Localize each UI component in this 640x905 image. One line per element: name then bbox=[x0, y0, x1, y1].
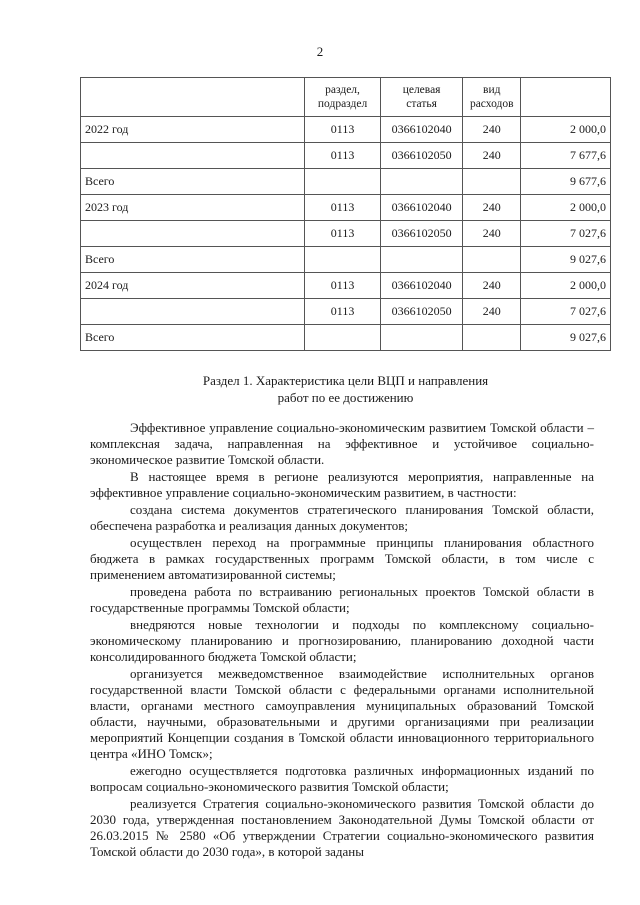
row-section: 0113 bbox=[305, 221, 381, 247]
header-section-line2: подраздел bbox=[317, 98, 368, 110]
row-type: 240 bbox=[463, 299, 521, 325]
paragraph: проведена работа по встраиванию региональных проектов Томской области в государственные программы Томской области; bbox=[90, 584, 594, 615]
row-amount: 9 677,6 bbox=[521, 169, 611, 195]
table-row bbox=[81, 299, 611, 325]
paragraph: внедряются новые технологии и подходы по комплексному социально-экономическому планированию и прогнозированию, планированию доходной части консолидированного бюджета Томской области; bbox=[90, 617, 594, 664]
row-article: 0366102050 bbox=[380, 221, 463, 247]
section-heading-line2: работ по ее достижению bbox=[277, 390, 414, 405]
header-amount bbox=[521, 78, 611, 117]
header-section bbox=[305, 78, 381, 117]
table-row bbox=[81, 117, 611, 143]
table-row bbox=[81, 169, 611, 195]
table-row bbox=[81, 325, 611, 351]
row-section: 0113 bbox=[305, 117, 381, 143]
row-label: 2023 год bbox=[81, 195, 305, 221]
paragraph: В настоящее время в регионе реализуются мероприятия, направленные на эффективное управление социально-экономическим развитием, в частности: bbox=[90, 469, 594, 500]
row-label: Всего bbox=[81, 247, 305, 273]
row-type bbox=[463, 169, 521, 195]
row-section: 0113 bbox=[305, 143, 381, 169]
row-label bbox=[81, 299, 305, 325]
header-section-line1: раздел, bbox=[325, 84, 360, 96]
body-text bbox=[90, 420, 594, 861]
row-type: 240 bbox=[463, 273, 521, 299]
row-amount: 2 000,0 bbox=[521, 195, 611, 221]
header-type-line1: вид bbox=[483, 84, 501, 96]
row-type bbox=[463, 325, 521, 351]
section-heading bbox=[80, 372, 611, 406]
table-row bbox=[81, 273, 611, 299]
row-article: 0366102040 bbox=[380, 273, 463, 299]
table-row bbox=[81, 195, 611, 221]
row-label: Всего bbox=[81, 169, 305, 195]
row-section: 0113 bbox=[305, 273, 381, 299]
header-type-line2: расходов bbox=[469, 98, 514, 110]
row-type: 240 bbox=[463, 221, 521, 247]
row-section bbox=[305, 325, 381, 351]
table-row bbox=[81, 143, 611, 169]
budget-table bbox=[80, 77, 611, 351]
table-row bbox=[81, 247, 611, 273]
header-label bbox=[81, 78, 305, 117]
section-heading-line1: Раздел 1. Характеристика цели ВЦП и направления bbox=[202, 373, 489, 388]
row-type: 240 bbox=[463, 143, 521, 169]
paragraph: организуется межведомственное взаимодействие исполнительных органов государственной власти Томской области с федеральными органами исполнительной власти, органами местного самоуправления муниципальных образований Томской области, научными, образовательными и другими организациями при реализации мероприятий Концепции создания в Томской области инновационного территориального центра «ИНО Томск»; bbox=[90, 666, 594, 761]
row-amount: 7 027,6 bbox=[521, 221, 611, 247]
row-amount: 7 027,6 bbox=[521, 299, 611, 325]
table-header-row bbox=[81, 78, 611, 117]
row-section: 0113 bbox=[305, 195, 381, 221]
row-section bbox=[305, 169, 381, 195]
row-article: 0366102050 bbox=[380, 299, 463, 325]
header-article-line2: статья bbox=[406, 98, 437, 110]
page-number: 2 bbox=[316, 44, 324, 59]
row-amount: 9 027,6 bbox=[521, 247, 611, 273]
row-article bbox=[380, 247, 463, 273]
table-row bbox=[81, 221, 611, 247]
row-article bbox=[380, 169, 463, 195]
row-amount: 7 677,6 bbox=[521, 143, 611, 169]
paragraph: создана система документов стратегического планирования Томской области, обеспечена разработка и реализация данных документов; bbox=[90, 502, 594, 533]
header-article-line1: целевая bbox=[402, 84, 441, 96]
row-article bbox=[380, 325, 463, 351]
row-amount: 2 000,0 bbox=[521, 273, 611, 299]
row-amount: 9 027,6 bbox=[521, 325, 611, 351]
paragraph: осуществлен переход на программные принципы планирования областного бюджета в рамках государственных программ Томской области, в том числе с применением автоматизированной системы; bbox=[90, 535, 594, 582]
row-article: 0366102040 bbox=[380, 195, 463, 221]
paragraph: реализуется Стратегия социально-экономического развития Томской области до 2030 года, утвержденная постановлением Законодательной Думы Томской области от 26.03.2015 № 2580 «Об утверждении Стратегии социально-экономического развития Томской области до 2030 года», в которой заданы bbox=[90, 796, 594, 859]
row-label: Всего bbox=[81, 325, 305, 351]
row-amount: 2 000,0 bbox=[521, 117, 611, 143]
paragraph: Эффективное управление социально-экономическим развитием Томской области – комплексная задача, направленная на эффективное и устойчивое социально-экономическое развитие Томской области. bbox=[90, 420, 594, 467]
paragraph: ежегодно осуществляется подготовка различных информационных изданий по вопросам социально-экономического развития Томской области; bbox=[90, 763, 594, 794]
row-type: 240 bbox=[463, 117, 521, 143]
row-label: 2024 год bbox=[81, 273, 305, 299]
row-type bbox=[463, 247, 521, 273]
row-section bbox=[305, 247, 381, 273]
row-article: 0366102050 bbox=[380, 143, 463, 169]
row-label bbox=[81, 221, 305, 247]
row-label bbox=[81, 143, 305, 169]
header-type bbox=[463, 78, 521, 117]
row-section: 0113 bbox=[305, 299, 381, 325]
row-label: 2022 год bbox=[81, 117, 305, 143]
row-article: 0366102040 bbox=[380, 117, 463, 143]
header-article bbox=[380, 78, 463, 117]
row-type: 240 bbox=[463, 195, 521, 221]
